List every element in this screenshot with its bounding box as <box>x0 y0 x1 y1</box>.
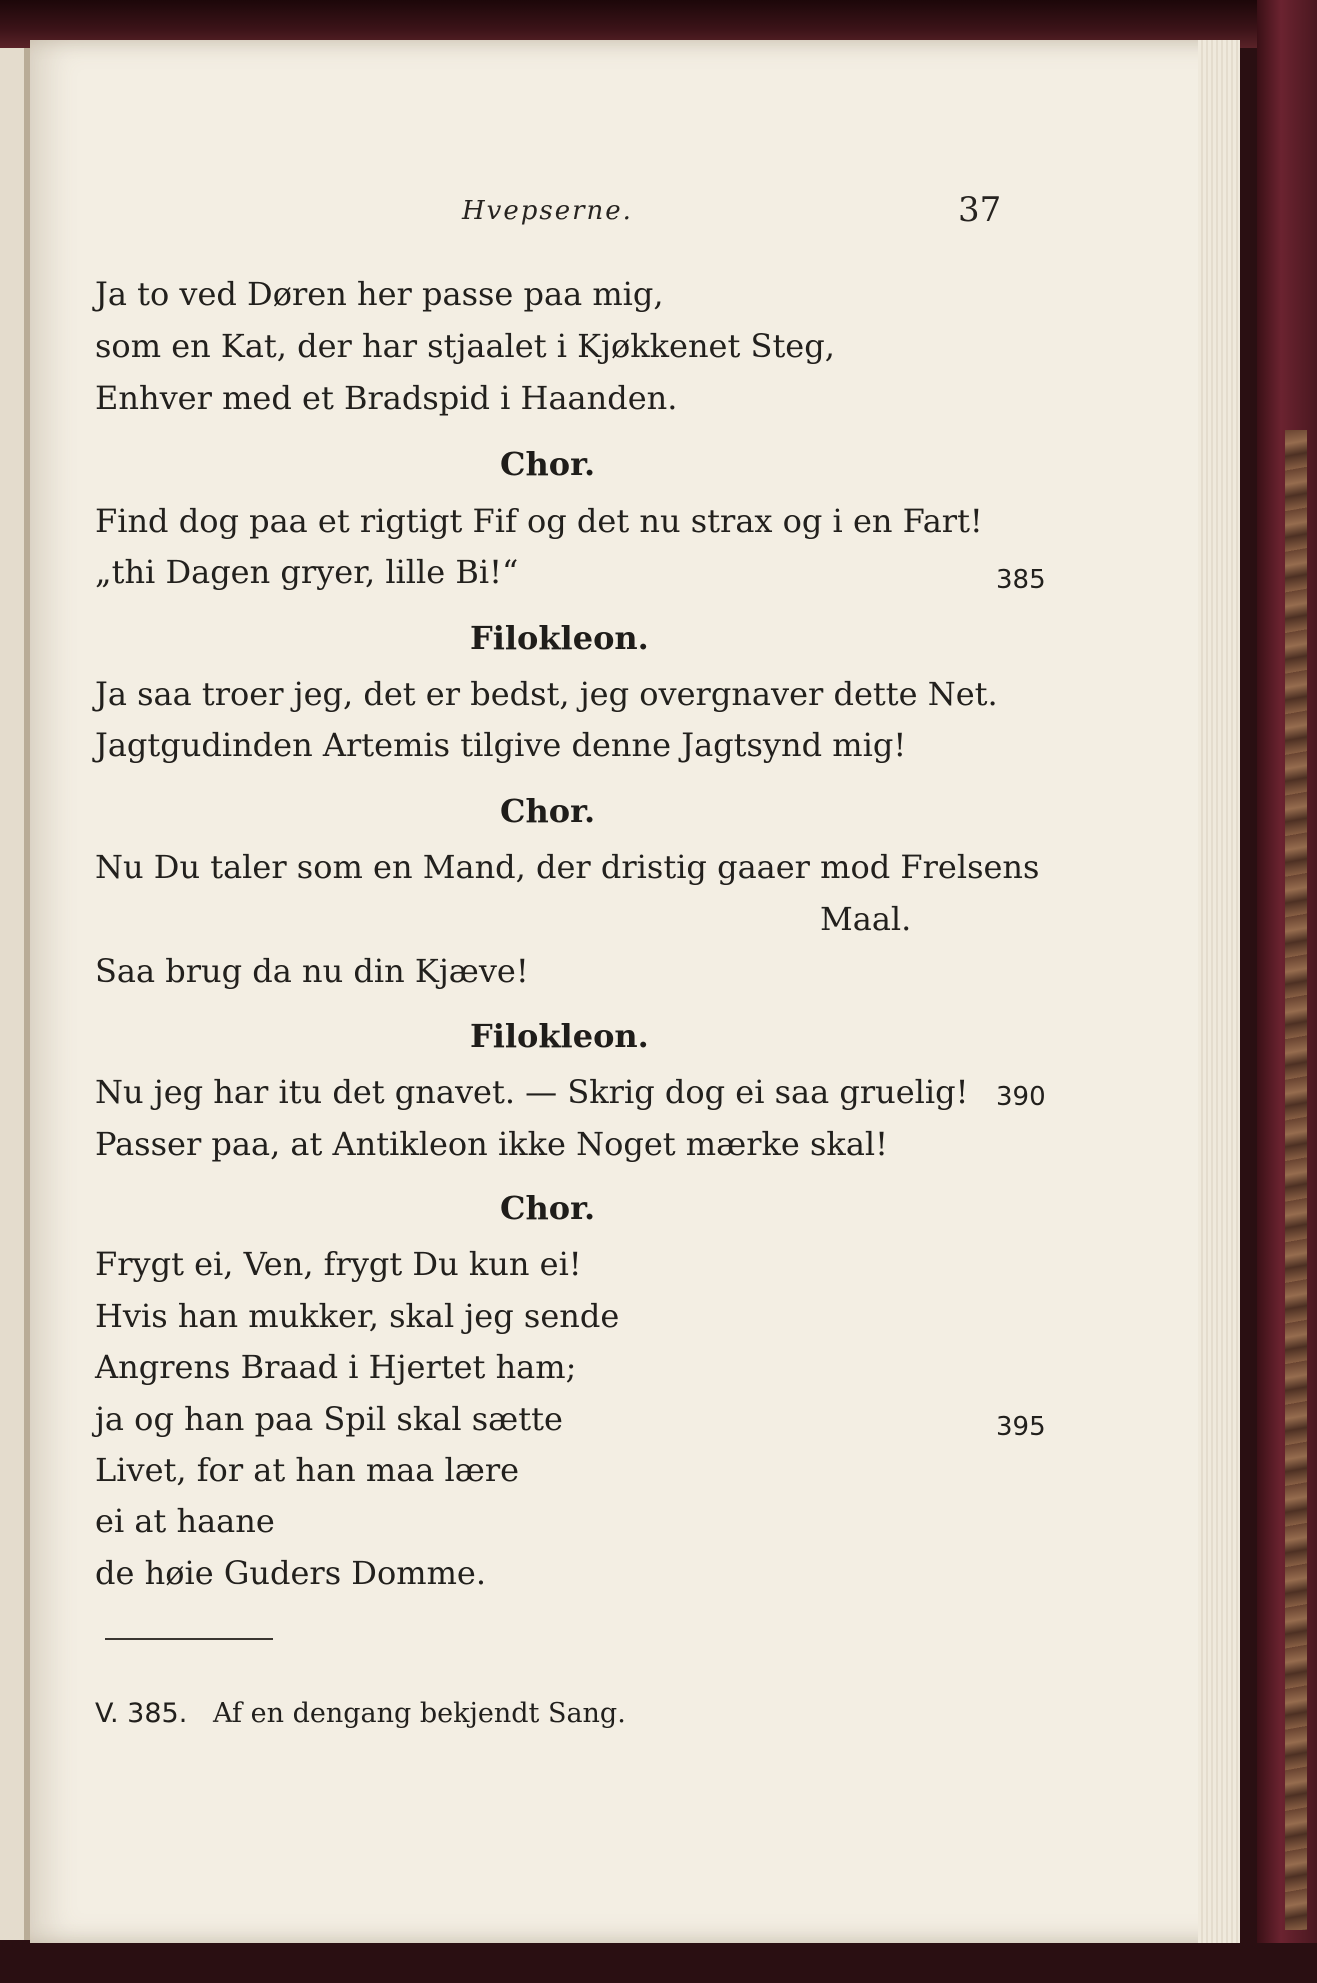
verse-line: Hvis han mukker, skal jeg sende <box>95 1297 620 1335</box>
verse-line: Passer paa, at Antikleon ikke Noget mærke skal! <box>95 1125 888 1163</box>
speaker-heading: Chor. <box>500 445 596 483</box>
verse-line: ja og han paa Spil skal sætte <box>95 1400 563 1438</box>
page-edges <box>1198 40 1240 1943</box>
verse-line: som en Kat, der har stjaalet i Kjøkkenet Steg, <box>95 327 835 365</box>
verse-line: „thi Dagen gryer, lille Bi!“ <box>95 553 519 591</box>
verse-line: Maal. <box>820 900 912 938</box>
speaker-heading: Filokleon. <box>470 1017 649 1055</box>
book-cover-bottom <box>0 1943 1317 1983</box>
line-number: 395 <box>996 1412 1046 1442</box>
verse-line: Nu jeg har itu det gnavet. — Skrig dog ei saa gruelig! <box>95 1073 969 1111</box>
footnote-ref: V. 385. <box>95 1698 188 1729</box>
speaker-heading: Chor. <box>500 792 596 830</box>
speaker-heading: Filokleon. <box>470 619 649 657</box>
verse-line: Ja to ved Døren her passe paa mig, <box>95 275 664 313</box>
footnote-rule <box>105 1638 273 1640</box>
line-number: 385 <box>996 565 1046 595</box>
verse-line: Frygt ei, Ven, frygt Du kun ei! <box>95 1245 582 1283</box>
verse-line: Jagtgudinden Artemis tilgive denne Jagtsynd mig! <box>95 726 907 764</box>
verse-line: Enhver med et Bradspid i Haanden. <box>95 379 678 417</box>
verse-line: Ja saa troer jeg, det er bedst, jeg overgnaver dette Net. <box>95 675 998 713</box>
verse-line: Find dog paa et rigtigt Fif og det nu strax og i en Fart! <box>95 502 983 540</box>
verse-line: Livet, for at han maa lære <box>95 1451 520 1489</box>
book-page <box>30 40 1230 1943</box>
page-number: 37 <box>958 190 1002 230</box>
facing-page-edge <box>0 40 24 1940</box>
running-head: Hvepserne. <box>462 196 633 226</box>
line-number: 390 <box>996 1082 1046 1112</box>
verse-line: Angrens Braad i Hjertet ham; <box>95 1348 577 1386</box>
verse-line: Saa brug da nu din Kjæve! <box>95 952 529 990</box>
footnote-text: Af en dengang bekjendt Sang. <box>213 1698 626 1729</box>
footnote <box>95 1698 626 1729</box>
verse-line: ei at haane <box>95 1502 275 1540</box>
verse-line: Nu Du taler som en Mand, der dristig gaaer mod Frelsens <box>95 848 1040 886</box>
speaker-heading: Chor. <box>500 1189 596 1227</box>
verse-line: de høie Guders Domme. <box>95 1554 487 1592</box>
marbled-endpaper <box>1285 430 1307 1930</box>
